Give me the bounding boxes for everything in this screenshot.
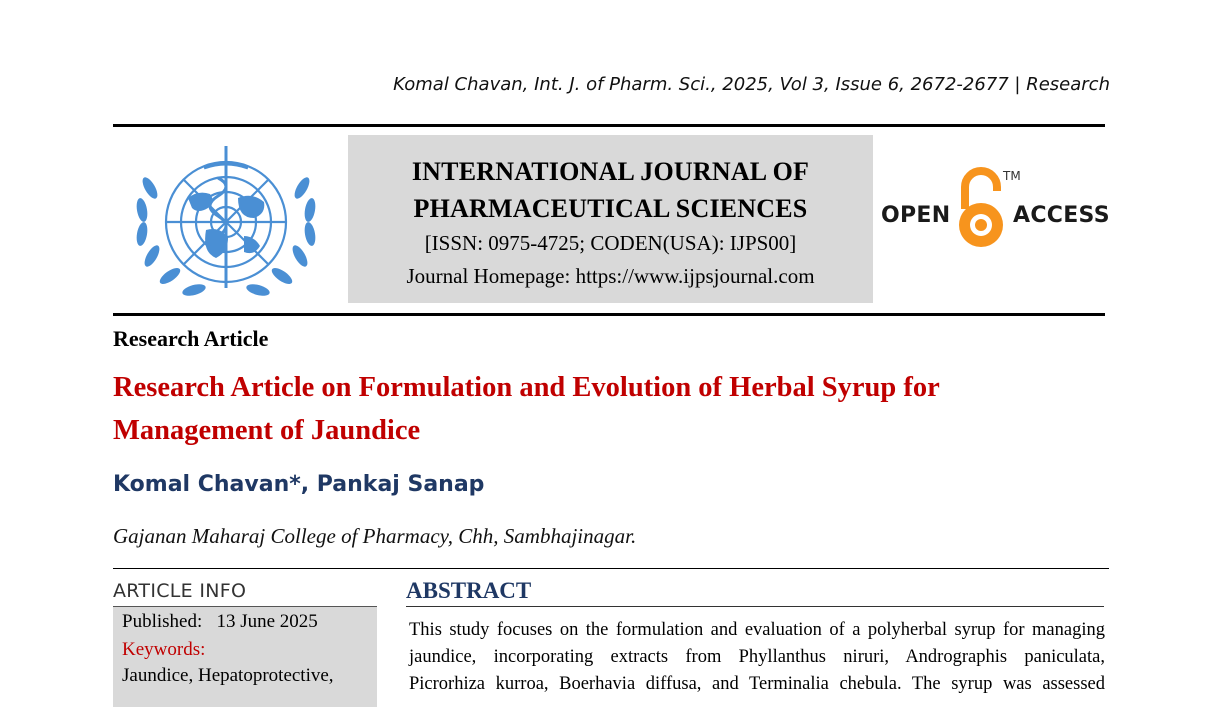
open-access-access-word: ACCESS: [1013, 203, 1110, 228]
section-divider: [113, 568, 1109, 569]
keywords-list: Jaundice, Hepatoprotective,: [122, 665, 334, 686]
open-access-logo: [879, 165, 1109, 255]
bottom-rule: [113, 313, 1105, 316]
open-access-open-word: OPEN: [881, 203, 951, 228]
keywords-label: Keywords:: [122, 639, 206, 660]
open-lock-icon: [953, 165, 1009, 251]
article-title: Research Article on Formulation and Evolution of Herbal Syrup for Management of Jaundice: [113, 372, 940, 446]
abstract-line: jaundice, incorporating extracts from Phyllanthus niruri, Andrographis paniculata,: [409, 647, 1105, 667]
article-info-box: [113, 606, 377, 707]
published-row: [122, 611, 318, 633]
abstract-rule: [406, 606, 1104, 607]
journal-name: [348, 153, 873, 227]
article-type: Research Article: [113, 326, 269, 351]
journal-title-box: [348, 135, 873, 303]
published-label: Published:: [122, 611, 203, 632]
published-date: 13 June 2025: [216, 611, 318, 632]
journal-emblem-logo: [126, 138, 326, 308]
citation-header: Komal Chavan, Int. J. of Pharm. Sci., 2025, Vol 3, Issue 6, 2672-2677 | Research: [393, 74, 1110, 95]
top-rule: [113, 124, 1105, 127]
trademark-mark: TM: [1003, 169, 1021, 183]
journal-homepage[interactable]: Journal Homepage: https://www.ijpsjournal.com: [406, 264, 815, 288]
journal-name-line1: INTERNATIONAL JOURNAL OF: [411, 157, 810, 186]
article-info-heading: ARTICLE INFO: [113, 580, 247, 602]
abstract-heading: ABSTRACT: [406, 578, 532, 603]
abstract-line: Picrorhiza kurroa, Boerhavia diffusa, and Terminalia chebula. The syrup was assessed: [409, 674, 1105, 694]
article-authors: Komal Chavan*, Pankaj Sanap: [113, 472, 485, 497]
abstract-line: This study focuses on the formulation and evaluation of a polyherbal syrup for managing: [409, 620, 1105, 640]
abstract-text: [409, 617, 1105, 698]
journal-name-line2: PHARMACEUTICAL SCIENCES: [413, 194, 808, 223]
author-affiliation: Gajanan Maharaj College of Pharmacy, Chh, Sambhajinagar.: [113, 524, 637, 548]
journal-issn: [ISSN: 0975-4725; CODEN(USA): IJPS00]: [424, 231, 797, 255]
